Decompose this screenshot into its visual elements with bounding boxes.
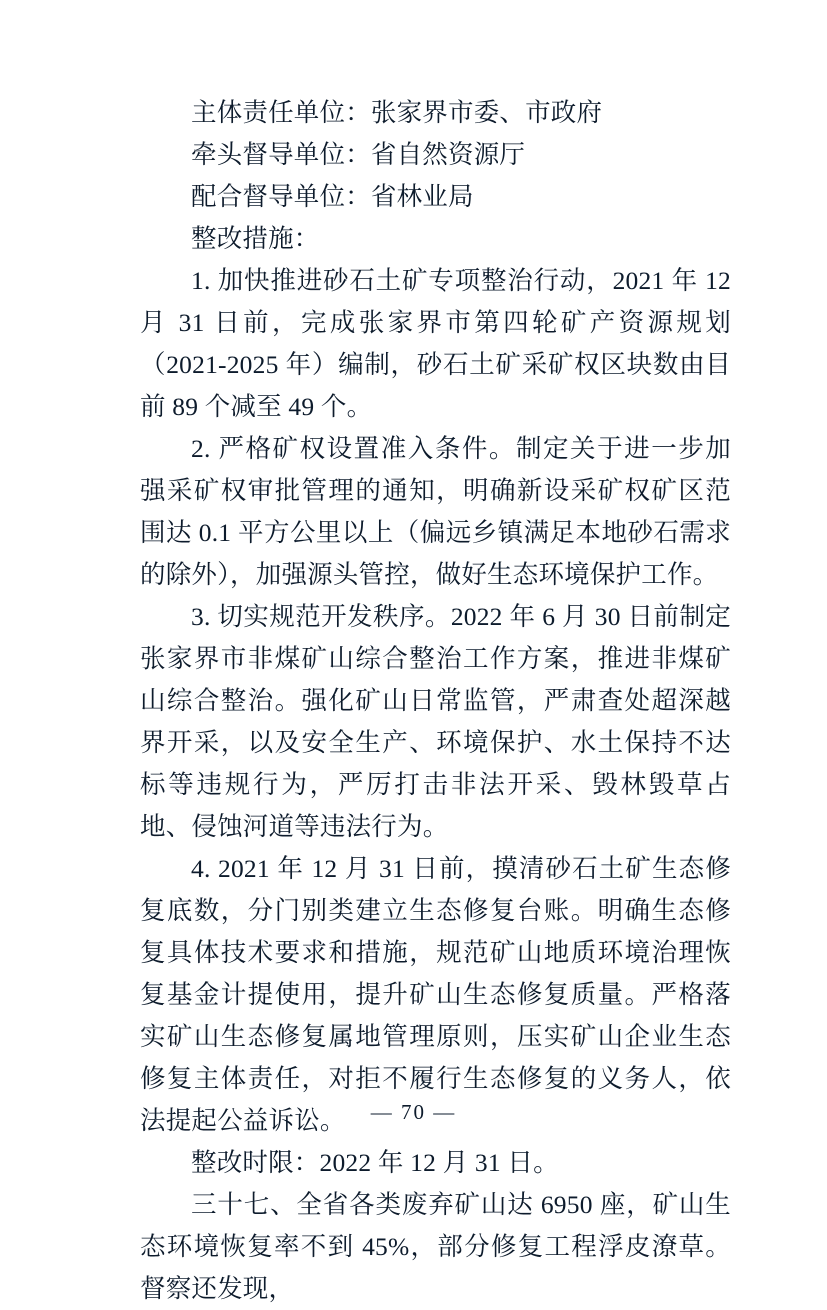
paragraph-measure-1: 1. 加快推进砂石土矿专项整治行动，2021 年 12 月 31 日前，完成张家界市第四轮矿产资源规划（2021-2025 年）编制，砂石土矿采矿权区块数由目前 89 个减至 49 个。 — [140, 266, 731, 421]
paragraph-measure-2: 2. 严格矿权设置准入条件。制定关于进一步加强采矿权审批管理的通知，明确新设采矿权矿区范围达 0.1 平方公里以上（偏远乡镇满足本地砂石需求的除外），加强源头管控，做好生态环境保护工作。 — [140, 434, 731, 589]
paragraph-measure-3: 3. 切实规范开发秩序。2022 年 6 月 30 日前制定张家界市非煤矿山综合整治工作方案，推进非煤矿山综合整治。强化矿山日常监管，严肃查处超深越界开采，以及安全生产、环境保护、水土保持不达标等违规行为，严厉打击非法开采、毁林毁草占地、侵蚀河道等违法行为。 — [140, 602, 731, 841]
paragraph-cooperating-supervision-unit: 配合督导单位：省林业局 — [191, 182, 474, 211]
paragraph-rectification-deadline: 整改时限：2022 年 12 月 31 日。 — [191, 1148, 559, 1177]
page-number: — 70 — — [370, 1100, 457, 1124]
paragraph-rectification-measures-heading: 整改措施： — [191, 224, 320, 253]
paragraph-lead-supervision-unit: 牵头督导单位：省自然资源厅 — [191, 140, 526, 169]
document-body — [140, 92, 731, 1310]
paragraph-measure-4: 4. 2021 年 12 月 31 日前，摸清砂石土矿生态修复底数，分门别类建立生态修复台账。明确生态修复具体技术要求和措施，规范矿山地质环境治理恢复基金计提使用，提升矿山生态修复质量。严格落实矿山生态修复属地管理原则，压实矿山企业生态修复主体责任，对拒不履行生态修复的义务人，依法提起公益诉讼。 — [140, 854, 731, 1135]
paragraph-responsible-unit: 主体责任单位：张家界市委、市政府 — [191, 98, 603, 127]
paragraph-item-37: 三十七、全省各类废弃矿山达 6950 座，矿山生态环境恢复率不到 45%，部分修复工程浮皮潦草。督察还发现， — [140, 1190, 731, 1303]
